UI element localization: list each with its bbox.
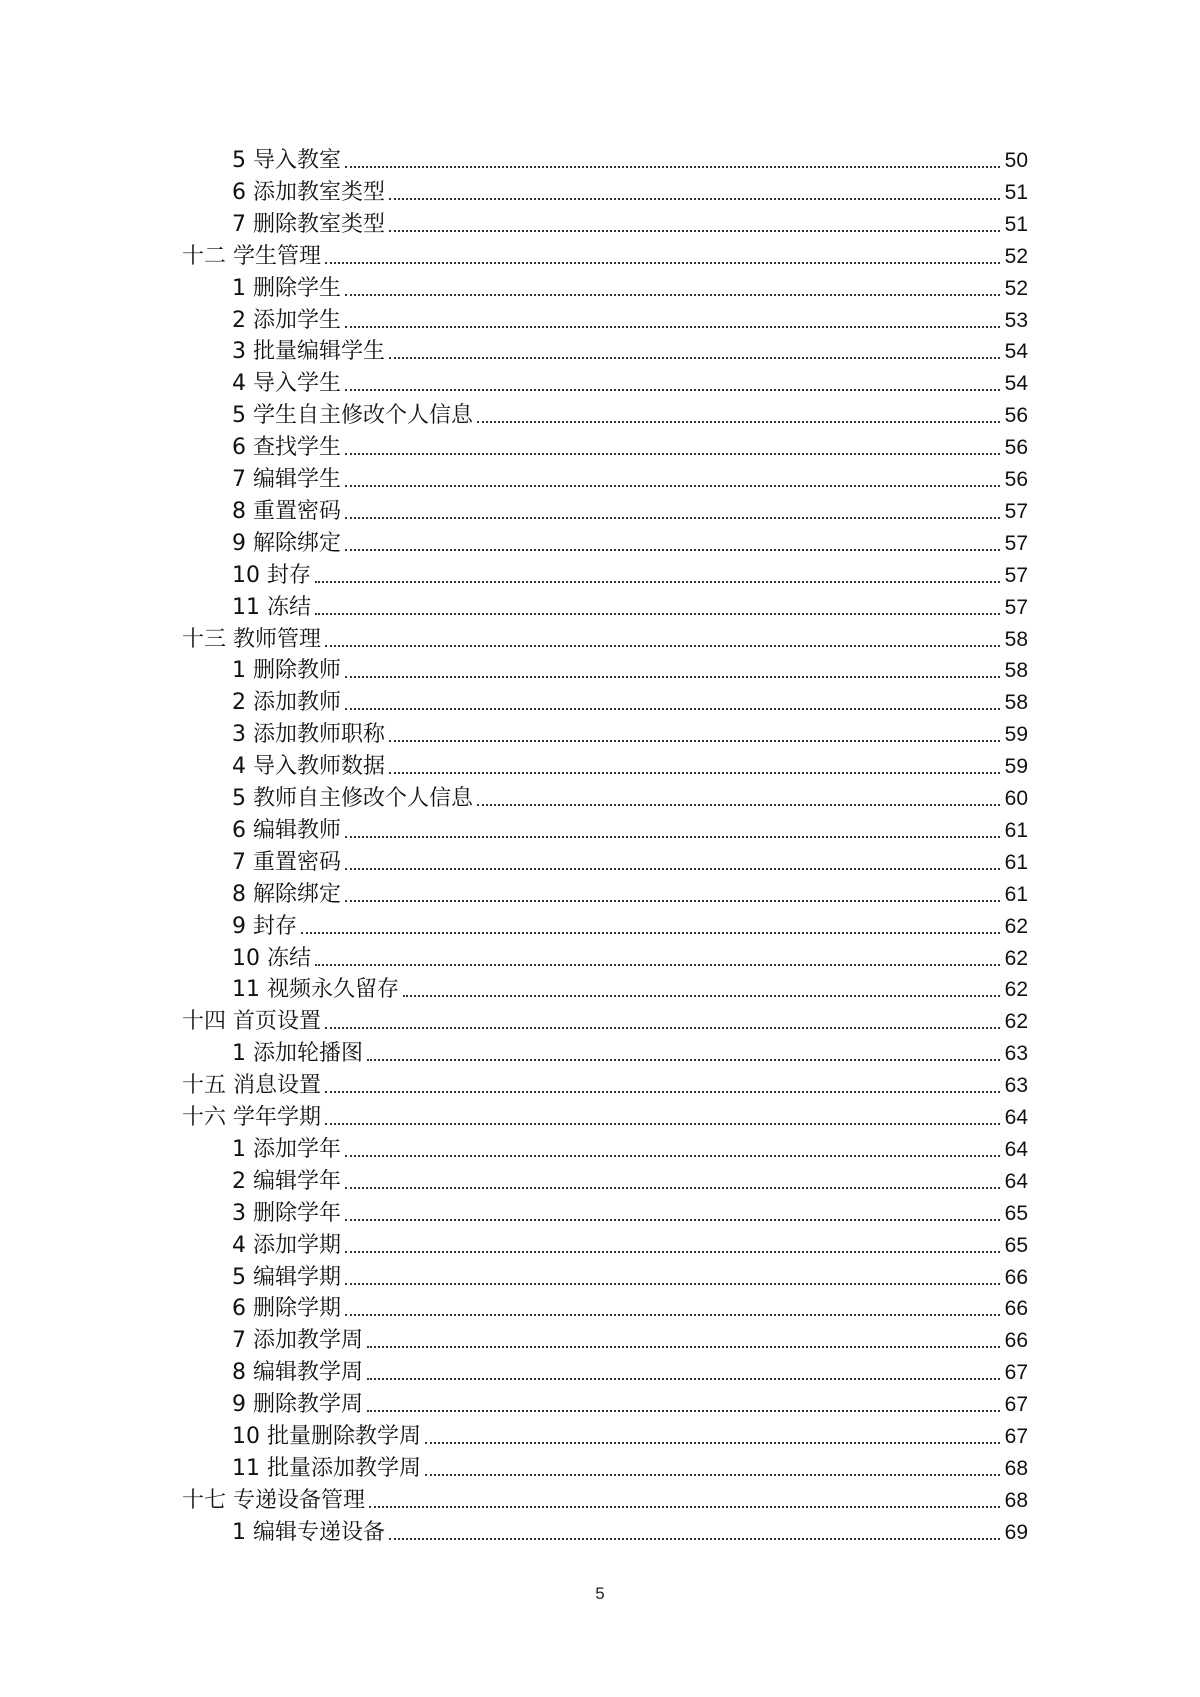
- toc-entry-title: 1 添加轮播图: [232, 1041, 363, 1066]
- toc-entry-page-number: 56: [1004, 436, 1028, 459]
- toc-entry[interactable]: [232, 306, 1028, 336]
- toc-entry[interactable]: [232, 178, 1028, 208]
- toc-entry-page-number: 66: [1004, 1329, 1028, 1352]
- toc-entry-page-number: 57: [1004, 500, 1028, 523]
- toc-entry[interactable]: [232, 465, 1028, 495]
- toc-entry[interactable]: [232, 1263, 1028, 1293]
- toc-entry-page-number: 68: [1004, 1489, 1028, 1512]
- toc-entry-title: 十三 教师管理: [182, 627, 321, 652]
- toc-entry[interactable]: [232, 784, 1028, 814]
- toc-entry-title: 7 编辑学生: [232, 467, 341, 492]
- dot-leader: [325, 262, 1000, 264]
- toc-entry[interactable]: [232, 1231, 1028, 1261]
- toc-entry-page-number: 63: [1004, 1074, 1028, 1097]
- toc-entry-title: 4 导入教师数据: [232, 754, 385, 779]
- toc-entry[interactable]: [182, 1007, 1028, 1037]
- toc-entry-title: 9 解除绑定: [232, 531, 341, 556]
- toc-entry-title: 6 删除学期: [232, 1296, 341, 1321]
- toc-entry-title: 十七 专递设备管理: [182, 1488, 365, 1513]
- dot-leader: [389, 1538, 1000, 1540]
- toc-entry-title: 4 添加学期: [232, 1233, 341, 1258]
- toc-entry-page-number: 52: [1004, 277, 1028, 300]
- toc-entry-page-number: 68: [1004, 1457, 1028, 1480]
- dot-leader: [325, 1091, 1000, 1093]
- toc-entry-title: 11 批量添加教学周: [232, 1456, 421, 1481]
- toc-entry[interactable]: [232, 912, 1028, 942]
- toc-entry-page-number: 61: [1004, 851, 1028, 874]
- toc-entry-title: 5 导入教室: [232, 148, 341, 173]
- toc-entry-title: 十六 学年学期: [182, 1105, 321, 1130]
- toc-entry[interactable]: [232, 1167, 1028, 1197]
- toc-entry-page-number: 50: [1004, 149, 1028, 172]
- toc-entry[interactable]: [232, 1518, 1028, 1548]
- toc-entry[interactable]: [232, 1135, 1028, 1165]
- toc-entry-page-number: 59: [1004, 723, 1028, 746]
- toc-entry-page-number: 66: [1004, 1266, 1028, 1289]
- dot-leader: [345, 1155, 1000, 1157]
- dot-leader: [315, 613, 1000, 615]
- dot-leader: [325, 1027, 1000, 1029]
- toc-entry[interactable]: [232, 497, 1028, 527]
- toc-entry-page-number: 64: [1004, 1106, 1028, 1129]
- dot-leader: [369, 1506, 1000, 1508]
- toc-entry-title: 8 解除绑定: [232, 882, 341, 907]
- toc-entry-page-number: 56: [1004, 468, 1028, 491]
- toc-entry[interactable]: [232, 593, 1028, 623]
- toc-entry[interactable]: [182, 1486, 1028, 1516]
- toc-entry-page-number: 51: [1004, 181, 1028, 204]
- dot-leader: [345, 868, 1000, 870]
- toc-entry[interactable]: [232, 688, 1028, 718]
- toc-entry-page-number: 51: [1004, 213, 1028, 236]
- toc-entry-title: 11 视频永久留存: [232, 977, 399, 1002]
- toc-entry[interactable]: [232, 1039, 1028, 1069]
- toc-entry[interactable]: [232, 1390, 1028, 1420]
- toc-entry-page-number: 62: [1004, 978, 1028, 1001]
- dot-leader: [477, 421, 1000, 423]
- toc-entry-title: 11 冻结: [232, 595, 311, 620]
- toc-entry-page-number: 60: [1004, 787, 1028, 810]
- dot-leader: [389, 357, 1000, 359]
- dot-leader: [345, 1283, 1000, 1285]
- toc-entry[interactable]: [232, 369, 1028, 399]
- toc-entry-title: 9 封存: [232, 914, 297, 939]
- toc-entry-title: 10 批量删除教学周: [232, 1424, 421, 1449]
- dot-leader: [345, 1187, 1000, 1189]
- toc-entry-page-number: 67: [1004, 1361, 1028, 1384]
- dot-leader: [301, 932, 1000, 934]
- toc-entry-page-number: 61: [1004, 819, 1028, 842]
- toc-entry[interactable]: [232, 944, 1028, 974]
- dot-leader: [389, 198, 1000, 200]
- toc-entry-title: 8 编辑教学周: [232, 1360, 363, 1385]
- toc-entry-title: 3 批量编辑学生: [232, 339, 385, 364]
- dot-leader: [403, 995, 1000, 997]
- toc-entry[interactable]: [232, 1358, 1028, 1388]
- toc-entry-title: 10 冻结: [232, 946, 311, 971]
- toc-entry-title: 2 添加教师: [232, 690, 341, 715]
- toc-entry-title: 3 添加教师职称: [232, 722, 385, 747]
- dot-leader: [345, 1314, 1000, 1316]
- dot-leader: [425, 1442, 1000, 1444]
- toc-entry-page-number: 53: [1004, 309, 1028, 332]
- toc-entry-title: 5 教师自主修改个人信息: [232, 786, 473, 811]
- toc-entry-title: 2 编辑学年: [232, 1169, 341, 1194]
- dot-leader: [315, 581, 1000, 583]
- toc-entry[interactable]: [232, 752, 1028, 782]
- dot-leader: [389, 230, 1000, 232]
- dot-leader: [367, 1378, 1000, 1380]
- toc-entry-page-number: 54: [1004, 340, 1028, 363]
- toc-entry-page-number: 58: [1004, 691, 1028, 714]
- toc-entry-page-number: 62: [1004, 947, 1028, 970]
- toc-entry-page-number: 63: [1004, 1042, 1028, 1065]
- dot-leader: [345, 294, 1000, 296]
- toc-entry-page-number: 58: [1004, 659, 1028, 682]
- toc-entry[interactable]: [232, 816, 1028, 846]
- toc-entry[interactable]: [232, 561, 1028, 591]
- toc-entry[interactable]: [232, 848, 1028, 878]
- toc-entry-page-number: 64: [1004, 1170, 1028, 1193]
- toc-entry-title: 2 添加学生: [232, 308, 341, 333]
- dot-leader: [345, 836, 1000, 838]
- toc-entry-page-number: 58: [1004, 628, 1028, 651]
- dot-leader: [367, 1346, 1000, 1348]
- toc-entry[interactable]: [232, 529, 1028, 559]
- dot-leader: [389, 772, 1000, 774]
- dot-leader: [345, 517, 1000, 519]
- toc-entry-page-number: 57: [1004, 532, 1028, 555]
- dot-leader: [345, 676, 1000, 678]
- toc-entry-title: 十五 消息设置: [182, 1073, 321, 1098]
- dot-leader: [325, 1123, 1000, 1125]
- toc-entry-title: 7 重置密码: [232, 850, 341, 875]
- toc-entry-page-number: 67: [1004, 1393, 1028, 1416]
- toc-entry[interactable]: [232, 1326, 1028, 1356]
- toc-entry[interactable]: [232, 337, 1028, 367]
- toc-entry-page-number: 65: [1004, 1202, 1028, 1225]
- toc-entry-page-number: 57: [1004, 596, 1028, 619]
- toc-entry[interactable]: [232, 210, 1028, 240]
- dot-leader: [315, 964, 1000, 966]
- toc-entry-title: 6 编辑教师: [232, 818, 341, 843]
- toc-entry[interactable]: [182, 242, 1028, 272]
- toc-entry[interactable]: [232, 656, 1028, 686]
- toc-entry[interactable]: [232, 1422, 1028, 1452]
- toc-entry[interactable]: [232, 1294, 1028, 1324]
- dot-leader: [345, 485, 1000, 487]
- toc-entry-title: 10 封存: [232, 563, 311, 588]
- toc-entry-title: 1 删除学生: [232, 276, 341, 301]
- dot-leader: [345, 1219, 1000, 1221]
- dot-leader: [345, 453, 1000, 455]
- toc-entry[interactable]: [182, 1103, 1028, 1133]
- toc-entry[interactable]: [232, 146, 1028, 176]
- toc-entry-page-number: 65: [1004, 1234, 1028, 1257]
- toc-entry-title: 5 学生自主修改个人信息: [232, 403, 473, 428]
- toc-entry-title: 1 编辑专递设备: [232, 1520, 385, 1545]
- toc-entry-page-number: 61: [1004, 883, 1028, 906]
- toc-entry-page-number: 62: [1004, 915, 1028, 938]
- toc-entry[interactable]: [232, 274, 1028, 304]
- toc-entry-title: 4 导入学生: [232, 371, 341, 396]
- toc-entry-title: 3 删除学年: [232, 1201, 341, 1226]
- dot-leader: [389, 740, 1000, 742]
- dot-leader: [345, 549, 1000, 551]
- toc-entry-title: 9 删除教学周: [232, 1392, 363, 1417]
- toc-entry-page-number: 56: [1004, 404, 1028, 427]
- toc-entry-page-number: 57: [1004, 564, 1028, 587]
- toc-entry-title: 8 重置密码: [232, 499, 341, 524]
- toc-entry-page-number: 69: [1004, 1521, 1028, 1544]
- dot-leader: [345, 326, 1000, 328]
- toc-entry[interactable]: [232, 975, 1028, 1005]
- toc-entry-title: 7 添加教学周: [232, 1328, 363, 1353]
- toc-entry-title: 6 添加教室类型: [232, 180, 385, 205]
- toc-entry[interactable]: [232, 1454, 1028, 1484]
- dot-leader: [345, 708, 1000, 710]
- dot-leader: [345, 166, 1000, 168]
- toc-entry-page-number: 52: [1004, 245, 1028, 268]
- toc-entry-title: 十二 学生管理: [182, 244, 321, 269]
- toc-entry-title: 1 添加学年: [232, 1137, 341, 1162]
- toc-entry[interactable]: [232, 401, 1028, 431]
- dot-leader: [477, 804, 1000, 806]
- toc-entry[interactable]: [182, 1071, 1028, 1101]
- toc-entry[interactable]: [232, 880, 1028, 910]
- toc-entry[interactable]: [232, 433, 1028, 463]
- toc-entry-page-number: 62: [1004, 1010, 1028, 1033]
- toc-entry[interactable]: [182, 625, 1028, 655]
- dot-leader: [425, 1474, 1000, 1476]
- toc-entry-page-number: 59: [1004, 755, 1028, 778]
- toc-entry[interactable]: [232, 720, 1028, 750]
- dot-leader: [325, 645, 1000, 647]
- toc-entry-title: 十四 首页设置: [182, 1009, 321, 1034]
- dot-leader: [367, 1410, 1000, 1412]
- dot-leader: [345, 900, 1000, 902]
- toc-entry-title: 6 查找学生: [232, 435, 341, 460]
- toc-entry-title: 1 删除教师: [232, 658, 341, 683]
- toc-entry-title: 5 编辑学期: [232, 1265, 341, 1290]
- dot-leader: [345, 389, 1000, 391]
- toc-entry[interactable]: [232, 1199, 1028, 1229]
- toc-entry-title: 7 删除教室类型: [232, 212, 385, 237]
- toc-entry-page-number: 66: [1004, 1297, 1028, 1320]
- dot-leader: [345, 1251, 1000, 1253]
- toc-entry-page-number: 67: [1004, 1425, 1028, 1448]
- toc-entry-page-number: 54: [1004, 372, 1028, 395]
- page-number: 5: [595, 1584, 605, 1603]
- toc-entry-page-number: 64: [1004, 1138, 1028, 1161]
- dot-leader: [367, 1059, 1000, 1061]
